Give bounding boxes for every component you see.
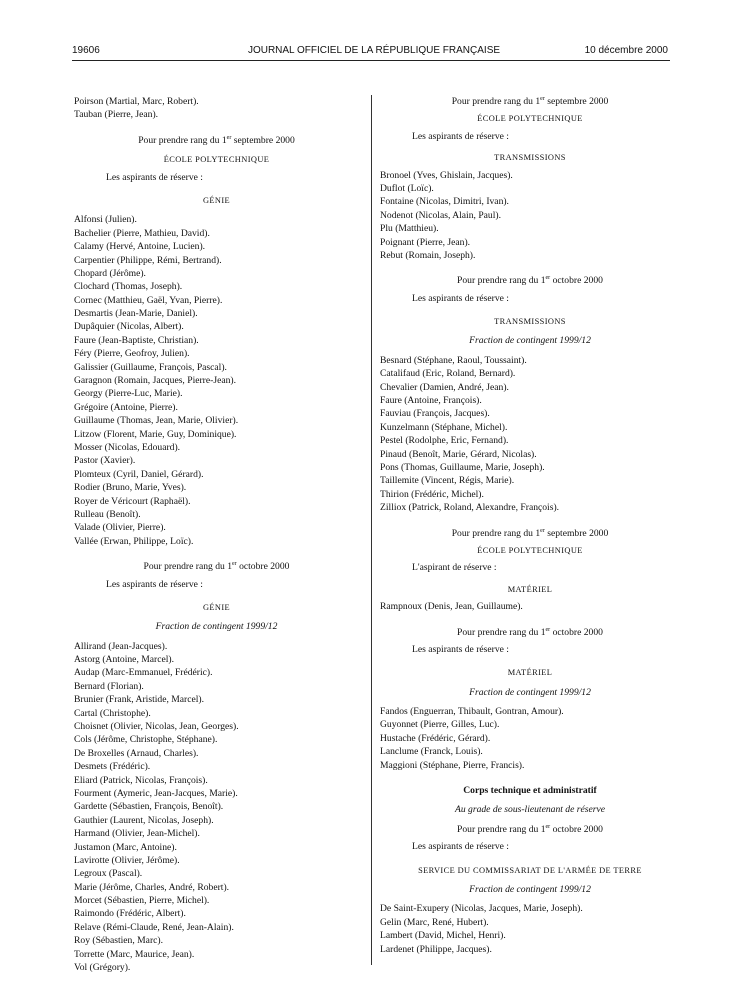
list-item: Gauthier (Laurent, Nicolas, Joseph). (74, 814, 214, 826)
list-item: Thirion (Frédéric, Michel). (380, 488, 484, 500)
list-item: Fauviau (François, Jacques). (380, 408, 490, 420)
list-item: Rodier (Bruno, Marie, Yves). (74, 482, 187, 494)
list-item: Bronoel (Yves, Ghislain, Jacques). (380, 169, 513, 181)
list-item: Relave (Rémi-Claude, René, Jean-Alain). (74, 921, 234, 933)
list-item: Fontaine (Nicolas, Dimitri, Ivan). (380, 196, 509, 208)
aspirants-label: Les aspirants de réserve : (412, 841, 509, 853)
grade-heading: Au grade de sous-lieutenant de réserve (455, 804, 605, 816)
list-item: Plu (Matthieu). (380, 223, 439, 235)
list-item: Poirson (Martial, Marc, Robert). (74, 96, 199, 107)
rank-date-line: Pour prendre rang du 1er septembre 2000 (451, 527, 609, 539)
list-item: Morcet (Sébastien, Pierre, Michel). (74, 895, 210, 907)
aspirants-label: Les aspirants de réserve : (412, 643, 509, 655)
fraction-heading: Fraction de contingent 1999/12 (469, 686, 591, 698)
left-column (74, 95, 359, 974)
list-item: Poignant (Pierre, Jean). (380, 236, 471, 248)
list-item: Cornec (Matthieu, Gaël, Yvan, Pierre). (74, 294, 223, 306)
list-item: Carpentier (Philippe, Rémi, Bertrand). (74, 254, 222, 266)
name-list (380, 705, 680, 772)
right-column (380, 95, 680, 956)
list-item: Faure (Jean-Baptiste, Christian). (74, 334, 199, 346)
list-item: Bachelier (Pierre, Mathieu, David). (74, 227, 210, 239)
list-item: Rebut (Romain, Joseph). (380, 249, 476, 261)
school-heading: ÉCOLE POLYTECHNIQUE (477, 114, 583, 124)
name-list (380, 354, 680, 515)
name-list (74, 213, 359, 548)
aspirant-label: L'aspirant de réserve : (412, 562, 497, 574)
list-item: De Broxelles (Arnaud, Charles). (74, 747, 199, 759)
list-item: Guyonnet (Pierre, Gilles, Luc). (380, 719, 500, 731)
school-heading: ÉCOLE POLYTECHNIQUE (163, 155, 270, 165)
list-item: Hustache (Frédéric, Gérard). (380, 732, 491, 744)
list-item: Fourment (Aymeric, Jean-Jacques, Marie). (74, 787, 238, 799)
list-item: Dupâquier (Nicolas, Albert). (74, 321, 184, 333)
list-item: Chevalier (Damien, André, Jean). (380, 381, 509, 393)
page-header (0, 0, 748, 70)
list-item: Lanclume (Franck, Louis). (380, 746, 483, 758)
list-item: Litzow (Florent, Marie, Guy, Dominique). (74, 428, 237, 440)
journal-title: JOURNAL OFFICIEL DE LA RÉPUBLIQUE FRANÇAISE (247, 45, 501, 56)
list-item: Rulleau (Benoît). (74, 508, 141, 520)
list-item: Desmartis (Jean-Marie, Daniel). (74, 308, 198, 320)
rank-date-line: Pour prendre rang du 1er septembre 2000 (451, 96, 609, 107)
fraction-heading: Fraction de contingent 1999/12 (469, 335, 591, 347)
service-heading: SERVICE DU COMMISSARIAT DE L'ARMÉE DE TERRE (418, 865, 642, 875)
header-rule (72, 60, 670, 61)
list-item: Torrette (Marc, Maurice, Jean). (74, 948, 195, 960)
aspirants-label: Les aspirants de réserve : (106, 171, 203, 183)
carry-over-list (74, 95, 359, 122)
issue-date: 10 décembre 2000 (584, 45, 668, 56)
list-item: Raimondo (Frédéric, Albert). (74, 908, 186, 920)
list-item: Grégoire (Antoine, Pierre). (74, 401, 178, 413)
aspirants-label: Les aspirants de réserve : (412, 292, 509, 304)
list-item: Allirand (Jean-Jacques). (74, 640, 168, 652)
name-list (380, 902, 680, 956)
list-item: Guillaume (Thomas, Jean, Marie, Olivier). (74, 415, 239, 427)
rank-date-line: Pour prendre rang du 1er octobre 2000 (457, 823, 603, 835)
rank-date-line: Pour prendre rang du 1er septembre 2000 (138, 134, 295, 146)
arm-heading: MATÉRIEL (507, 584, 553, 594)
list-item: Georgy (Pierre-Luc, Marie). (74, 388, 183, 400)
list-item: Féry (Pierre, Geofroy, Julien). (74, 348, 190, 360)
column-divider (371, 95, 372, 965)
list-item: Zilliox (Patrick, Roland, Alexandre, François). (380, 502, 560, 514)
list-item: Lavirotte (Olivier, Jérôme). (74, 854, 180, 866)
aspirants-label: Les aspirants de réserve : (412, 130, 509, 142)
list-item: Pons (Thomas, Guillaume, Marie, Joseph). (380, 461, 545, 473)
name-list (74, 640, 359, 975)
fraction-heading: Fraction de contingent 1999/12 (469, 883, 591, 895)
list-item: Nodenot (Nicolas, Alain, Paul). (380, 209, 501, 221)
list-item: Maggioni (Stéphane, Pierre, Francis). (380, 759, 525, 771)
list-item: Legroux (Pascal). (74, 868, 143, 880)
list-item: Galissier (Guillaume, François, Pascal). (74, 361, 227, 373)
list-item: Valade (Olivier, Pierre). (74, 522, 166, 534)
list-item: Vol (Grégory). (74, 962, 131, 974)
list-item: Tauban (Pierre, Jean). (74, 109, 159, 121)
list-item: Faure (Antoine, François). (380, 395, 482, 407)
list-item: Gardette (Sébastien, François, Benoît). (74, 801, 224, 813)
list-item: Chopard (Jérôme). (74, 267, 146, 279)
aspirants-label: Les aspirants de réserve : (106, 578, 203, 590)
list-item: Pinaud (Benoît, Marie, Gérard, Nicolas). (380, 448, 537, 460)
list-item: Cartal (Christophe). (74, 707, 151, 719)
list-item: Brunier (Frank, Aristide, Marcel). (74, 694, 205, 706)
list-item: De Saint-Exupery (Nicolas, Jacques, Marie, Joseph). (380, 903, 583, 915)
list-item: Gelin (Marc, René, Hubert). (380, 916, 489, 928)
list-item: Lambert (David, Michel, Henri). (380, 930, 506, 942)
list-item: Clochard (Thomas, Joseph). (74, 281, 183, 293)
list-item: Marie (Jérôme, Charles, André, Robert). (74, 881, 230, 893)
rank-date-line: Pour prendre rang du 1er octobre 2000 (457, 275, 603, 287)
list-item: Choisnet (Olivier, Nicolas, Jean, Georges). (74, 721, 239, 733)
list-item: Pastor (Xavier). (74, 455, 136, 467)
list-item: Eliard (Patrick, Nicolas, François). (74, 774, 208, 786)
list-item: Astorg (Antoine, Marcel). (74, 654, 174, 666)
list-item: Besnard (Stéphane, Raoul, Toussaint). (380, 354, 527, 366)
list-item: Cols (Jérôme, Christophe, Stéphane). (74, 734, 218, 746)
list-item: Duflot (Loïc). (380, 182, 434, 194)
list-item: Catalifaud (Eric, Roland, Bernard). (380, 368, 516, 380)
list-item: Harmand (Olivier, Jean-Michel). (74, 828, 200, 840)
list-item: Taillemite (Vincent, Régis, Marie). (380, 475, 515, 487)
list-item: Justamon (Marc, Antoine). (74, 841, 177, 853)
arm-heading: TRANSMISSIONS (494, 153, 566, 163)
fraction-heading: Fraction de contingent 1999/12 (155, 621, 278, 633)
arm-heading: TRANSMISSIONS (494, 317, 566, 327)
list-item: Garagnon (Romain, Jacques, Pierre-Jean). (74, 375, 236, 387)
list-item: Lardenet (Philippe, Jacques). (380, 943, 492, 955)
page-number: 19606 (72, 45, 100, 56)
arm-heading: GÉNIE (202, 195, 231, 205)
arm-heading: MATÉRIEL (507, 668, 553, 678)
rank-date-line: Pour prendre rang du 1er octobre 2000 (143, 561, 290, 573)
list-item: Rampnoux (Denis, Jean, Guillaume). (380, 601, 523, 613)
name-list (380, 169, 680, 263)
name-list (380, 600, 680, 613)
school-heading: ÉCOLE POLYTECHNIQUE (477, 545, 583, 555)
list-item: Pestel (Rodolphe, Eric, Fernand). (380, 435, 509, 447)
arm-heading: GÉNIE (202, 602, 231, 612)
list-item: Roy (Sébastien, Marc). (74, 935, 163, 947)
list-item: Vallée (Erwan, Philippe, Loïc). (74, 535, 194, 547)
list-item: Alfonsi (Julien). (74, 214, 137, 226)
list-item: Calamy (Hervé, Antoine, Lucien). (74, 241, 206, 253)
list-item: Plomteux (Cyril, Daniel, Gérard). (74, 468, 204, 480)
list-item: Kunzelmann (Stéphane, Michel). (380, 421, 508, 433)
list-item: Bernard (Florian). (74, 680, 144, 692)
rank-date-line: Pour prendre rang du 1er octobre 2000 (457, 626, 603, 638)
corps-heading: Corps technique et administratif (463, 785, 597, 797)
list-item: Audap (Marc-Emmanuel, Frédéric). (74, 667, 213, 679)
list-item: Fandos (Enguerran, Thibault, Gontran, Amour). (380, 706, 564, 718)
list-item: Desmets (Frédéric). (74, 761, 151, 773)
list-item: Royer de Véricourt (Raphaël). (74, 495, 191, 507)
list-item: Mosser (Nicolas, Edouard). (74, 441, 181, 453)
